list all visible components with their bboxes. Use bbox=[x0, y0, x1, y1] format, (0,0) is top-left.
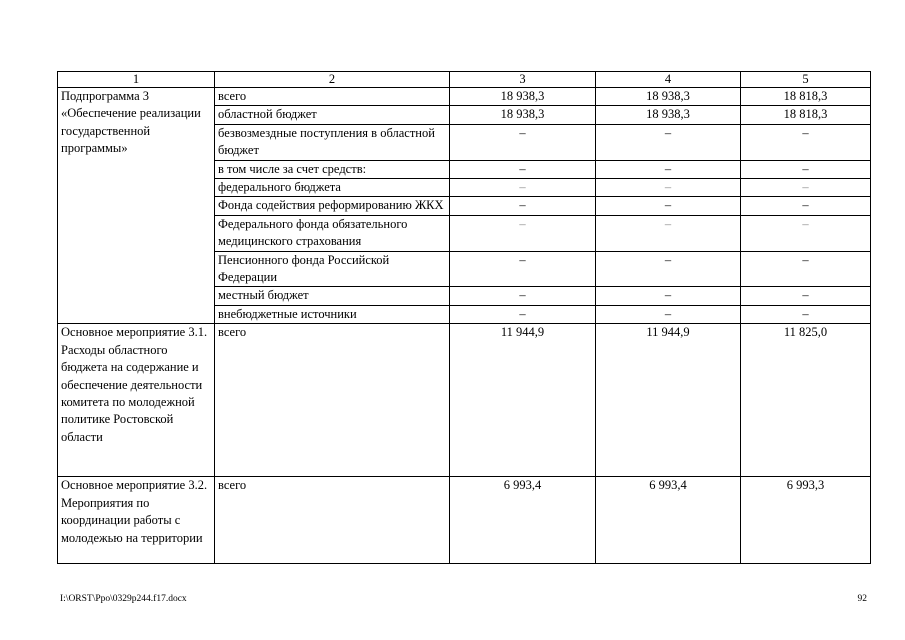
row-label: местный бюджет bbox=[215, 287, 450, 305]
row-label: всего bbox=[215, 88, 450, 106]
row-value-4: 6 993,4 bbox=[596, 477, 741, 564]
row-value-3: – bbox=[450, 197, 596, 215]
header-row bbox=[58, 72, 871, 88]
row-value-4: 18 938,3 bbox=[596, 88, 741, 106]
row-value-5: – bbox=[741, 251, 871, 287]
row-value-4: – bbox=[596, 197, 741, 215]
row-value-5: – bbox=[741, 197, 871, 215]
row-value-4: – bbox=[596, 124, 741, 160]
row-label: федерального бюджета bbox=[215, 179, 450, 197]
header-col-3: 3 bbox=[450, 72, 596, 88]
row-value-3: – bbox=[450, 124, 596, 160]
row-value-3: – bbox=[450, 287, 596, 305]
row-value-5: 18 818,3 bbox=[741, 106, 871, 124]
row-value-3: – bbox=[450, 251, 596, 287]
row-value-5: 6 993,3 bbox=[741, 477, 871, 564]
row-value-5: – bbox=[741, 215, 871, 251]
row-value-4: – bbox=[596, 179, 741, 197]
row-label: в том числе за счет средств: bbox=[215, 160, 450, 178]
row-value-4: – bbox=[596, 160, 741, 178]
row-value-3: – bbox=[450, 215, 596, 251]
row-value-4: – bbox=[596, 305, 741, 323]
row-value-4: – bbox=[596, 251, 741, 287]
header-col-5: 5 bbox=[741, 72, 871, 88]
row-value-4: 18 938,3 bbox=[596, 106, 741, 124]
header-col-2: 2 bbox=[215, 72, 450, 88]
row-value-5: – bbox=[741, 305, 871, 323]
row-label: всего bbox=[215, 477, 450, 564]
table-row bbox=[58, 477, 871, 564]
file-path: I:\ORST\Ppo\0329p244.f17.docx bbox=[60, 594, 187, 604]
table-row bbox=[58, 88, 871, 106]
row-value-3: – bbox=[450, 305, 596, 323]
row-label: областной бюджет bbox=[215, 106, 450, 124]
row-value-5: – bbox=[741, 287, 871, 305]
header-col-1: 1 bbox=[58, 72, 215, 88]
budget-table bbox=[57, 71, 871, 564]
row-label: всего bbox=[215, 324, 450, 477]
row-value-3: – bbox=[450, 179, 596, 197]
row-label: Фонда содействия реформированию ЖКХ bbox=[215, 197, 450, 215]
row-label: Пенсионного фонда Российской Федерации bbox=[215, 251, 450, 287]
row-value-5: – bbox=[741, 124, 871, 160]
row-value-3: – bbox=[450, 160, 596, 178]
row-label: безвозмездные поступления в областной бюджет bbox=[215, 124, 450, 160]
row-label: Федерального фонда обязательного медицинского страхования bbox=[215, 215, 450, 251]
table-row bbox=[58, 324, 871, 477]
row-value-3: 18 938,3 bbox=[450, 106, 596, 124]
page-number: 92 bbox=[857, 594, 867, 604]
activity-3-1-title: Основное мероприятие 3.1. Расходы областного бюджета на содержание и обеспечение деятельности комитета по молодежной политике Ростовской области bbox=[58, 324, 215, 477]
row-value-4: – bbox=[596, 215, 741, 251]
row-label: внебюджетные источники bbox=[215, 305, 450, 323]
header-col-4: 4 bbox=[596, 72, 741, 88]
row-value-3: 18 938,3 bbox=[450, 88, 596, 106]
row-value-5: 11 825,0 bbox=[741, 324, 871, 477]
row-value-5: – bbox=[741, 179, 871, 197]
activity-3-2-title: Основное мероприятие 3.2. Мероприятия по координации работы с молодежью на территории bbox=[58, 477, 215, 564]
row-value-3: 6 993,4 bbox=[450, 477, 596, 564]
row-value-4: 11 944,9 bbox=[596, 324, 741, 477]
row-value-3: 11 944,9 bbox=[450, 324, 596, 477]
row-value-5: 18 818,3 bbox=[741, 88, 871, 106]
row-value-4: – bbox=[596, 287, 741, 305]
row-value-5: – bbox=[741, 160, 871, 178]
subprogram-3-title: Подпрограмма 3 «Обеспечение реализации государственной программы» bbox=[58, 88, 215, 324]
